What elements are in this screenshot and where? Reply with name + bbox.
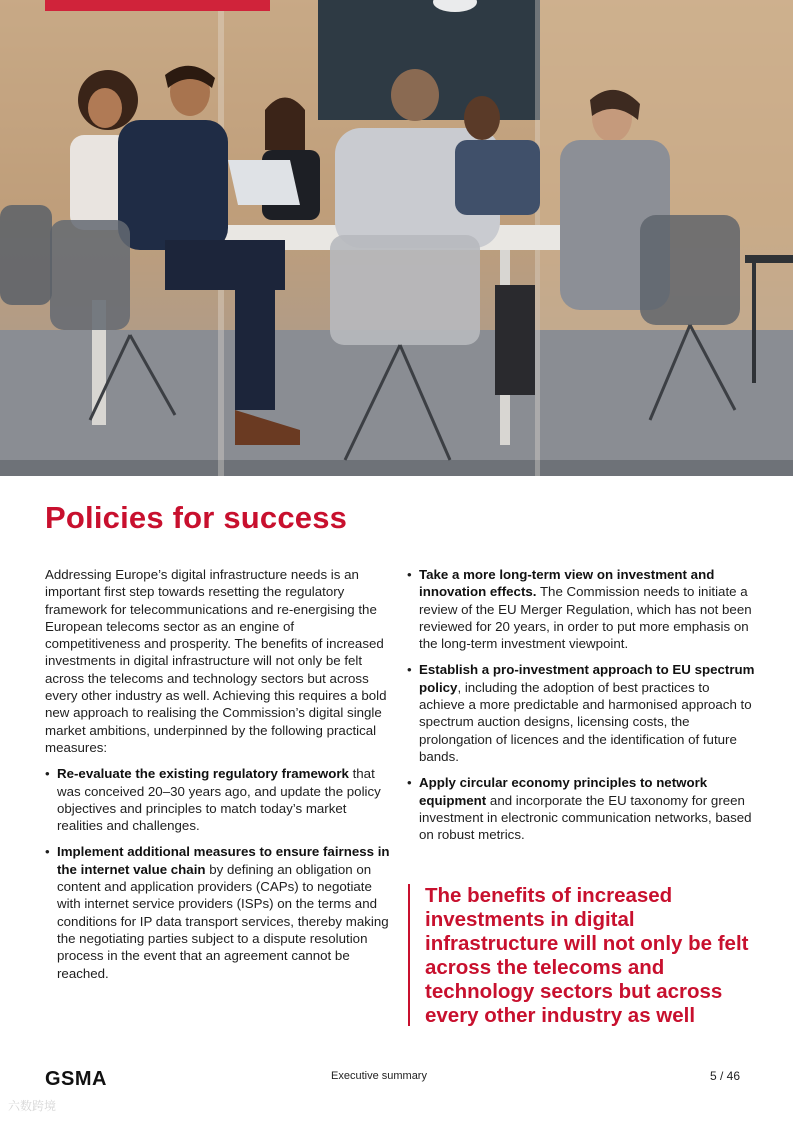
pull-quote-text: The benefits of increased investments in digital infrastructure will not only be felt across the telecoms and technology sectors but across every other industry as well — [425, 884, 749, 1027]
page-number: 5 / 46 — [710, 1069, 741, 1083]
accent-tab — [45, 0, 270, 11]
list-item — [407, 774, 757, 843]
list-item-lead: Implement additional measures to ensure fairness in the internet value chain — [57, 844, 390, 877]
list-item-text: by defining an obligation on content and application providers (CAPs) to negotiate with internet service providers (ISPs) on the terms and conditions for IP data transport services, thereby making the negotiating parties subject to a dispute resolution process in the event that an agreement cannot be reached. — [57, 861, 389, 981]
watermark: 六数跨境 — [8, 1099, 57, 1113]
list-item-lead: Re-evaluate the existing regulatory framework — [57, 766, 349, 782]
right-column — [407, 566, 757, 852]
hero-photo — [0, 0, 793, 476]
list-item-lead: Establish a pro-investment approach to EU spectrum policy — [419, 662, 755, 695]
measures-list-right — [407, 566, 757, 843]
list-item — [407, 661, 757, 765]
pull-quote — [408, 884, 758, 1026]
list-item-lead: Apply circular economy principles to network equipment — [419, 775, 708, 808]
page-title: Policies for success — [45, 500, 348, 535]
list-item — [45, 843, 390, 981]
list-item-lead: Take a more long-term view on investment and innovation effects. — [419, 567, 715, 600]
list-item-text: and incorporate the EU taxonomy for green investment in electronic communication networks, based on robust metrics. — [419, 792, 752, 843]
intro-paragraph: Addressing Europe’s digital infrastructure needs is an important first step towards resetting the regulatory framework for telecommunications and re-energising the European telecoms sector as an engine of competitiveness and prosperity. The benefits of increased investments in digital infrastructure will not only be felt across the telecoms and technology sectors but across every other industry as well. Achieving this requires a bold new approach to realising the Commission’s digital single market ambitions, underpinned by the following practical measures: — [45, 567, 387, 755]
list-item-text: The Commission needs to initiate a review of the EU Merger Regulation, which has not been reviewed for 20 years, in order to put more emphasis on the long-term investment viewpoint. — [419, 584, 752, 652]
list-item — [45, 765, 390, 834]
measures-list-left — [45, 765, 390, 982]
gsma-logo: GSMA — [45, 1068, 107, 1090]
left-column — [45, 566, 390, 991]
list-item — [407, 566, 757, 652]
list-item-text: , including the adoption of best practices to achieve a more predictable and harmonised approach to spectrum auction designs, licensing costs, the prolongation of licences and the identification of future bands. — [419, 679, 752, 764]
meeting-illustration — [0, 0, 793, 476]
list-item-text: that was conceived 20–30 years ago, and update the policy objectives and principles to match today’s market realities and challenges. — [57, 766, 381, 834]
footer-section-label: Executive summary — [331, 1070, 427, 1082]
